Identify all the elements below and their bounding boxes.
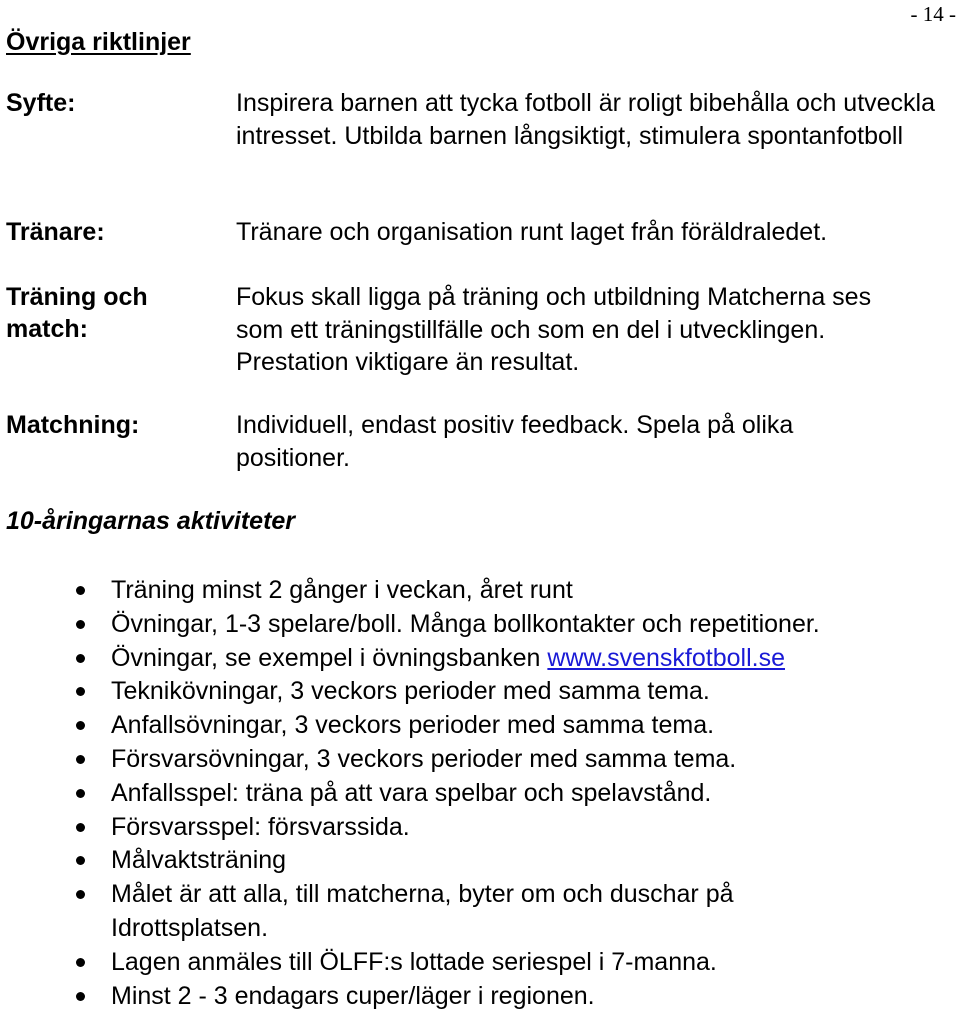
list-item-text: Teknikövningar, 3 veckors perioder med samma tema. (111, 677, 710, 706)
list-item-text: Träning minst 2 gånger i veckan, året runt (111, 576, 573, 604)
bullet-icon (76, 620, 85, 629)
list-item-text: Målet är att alla, till matcherna, byter om och duschar på Idrottsplatsen. (111, 880, 734, 942)
list-item (0, 574, 940, 608)
section-heading-activities: 10-åringarnas aktiviteter (6, 507, 296, 535)
definition-label-training-match: Träning och match: (6, 283, 148, 343)
list-item (0, 946, 940, 980)
bullet-icon (76, 890, 85, 899)
definition-label-coach: Tränare: (6, 218, 105, 246)
list-item (0, 709, 940, 743)
list-item-text: Övningar, 1-3 spelare/boll. Många bollkontakter och repetitioner. (111, 609, 820, 638)
bullet-icon (76, 823, 85, 832)
list-item (0, 811, 940, 845)
bullet-icon (76, 958, 85, 967)
list-item-text: Lagen anmäles till ÖLFF:s lottade seriespel i 7-manna. (111, 947, 717, 976)
list-item-text: Målvaktsträning (111, 846, 287, 875)
definition-text-coach: Tränare och organisation runt laget från föräldraledet. (236, 218, 828, 246)
list-item (0, 743, 940, 777)
list-item-text: Försvarsövningar, 3 veckors perioder med samma tema. (111, 744, 737, 773)
list-item (0, 980, 940, 1013)
list-item-text: Anfallsspel: träna på att vara spelbar och spelavstånd. (111, 778, 712, 807)
definition-label-purpose: Syfte: (6, 89, 76, 117)
svenskfotboll-link[interactable]: www.svenskfotboll.se (547, 643, 785, 672)
bullet-icon (76, 586, 85, 595)
list-item (0, 777, 940, 811)
bullet-icon (76, 687, 85, 696)
bullet-icon (76, 755, 85, 764)
list-item (0, 642, 940, 676)
definition-text-matching: Individuell, endast positiv feedback. Spela på olika positioner. (236, 411, 794, 472)
list-item (0, 608, 940, 642)
list-item-text: Försvarsspel: försvarssida. (111, 812, 410, 841)
list-item (0, 844, 940, 878)
list-item-text: Minst 2 - 3 endagars cuper/läger i regionen. (111, 981, 595, 1010)
bullet-icon (76, 856, 85, 865)
bullet-icon (76, 789, 85, 798)
definition-label-matching: Matchning: (6, 411, 140, 439)
list-item-text: Anfallsövningar, 3 veckors perioder med samma tema. (111, 711, 715, 740)
definition-text-purpose: Inspirera barnen att tycka fotboll är roligt bibehålla och utveckla intresset. Utbilda barnen långsiktigt, stimulera spontanfotboll (236, 89, 935, 150)
bullet-icon (76, 654, 85, 663)
list-item (0, 675, 940, 709)
list-item-text: Övningar, se exempel i övningsbanken (111, 643, 548, 672)
bullet-icon (76, 992, 85, 1001)
page-number: - 14 - (910, 2, 956, 26)
definition-text-training-match: Fokus skall ligga på träning och utbildning Matcherna ses som ett träningstillfälle och som en del i utvecklingen. Prestation viktigare än resultat. (236, 283, 872, 376)
bullet-icon (76, 721, 85, 730)
list-item (0, 878, 831, 946)
section-heading-guidelines: Övriga riktlinjer (6, 28, 191, 56)
activity-list (0, 574, 940, 1013)
